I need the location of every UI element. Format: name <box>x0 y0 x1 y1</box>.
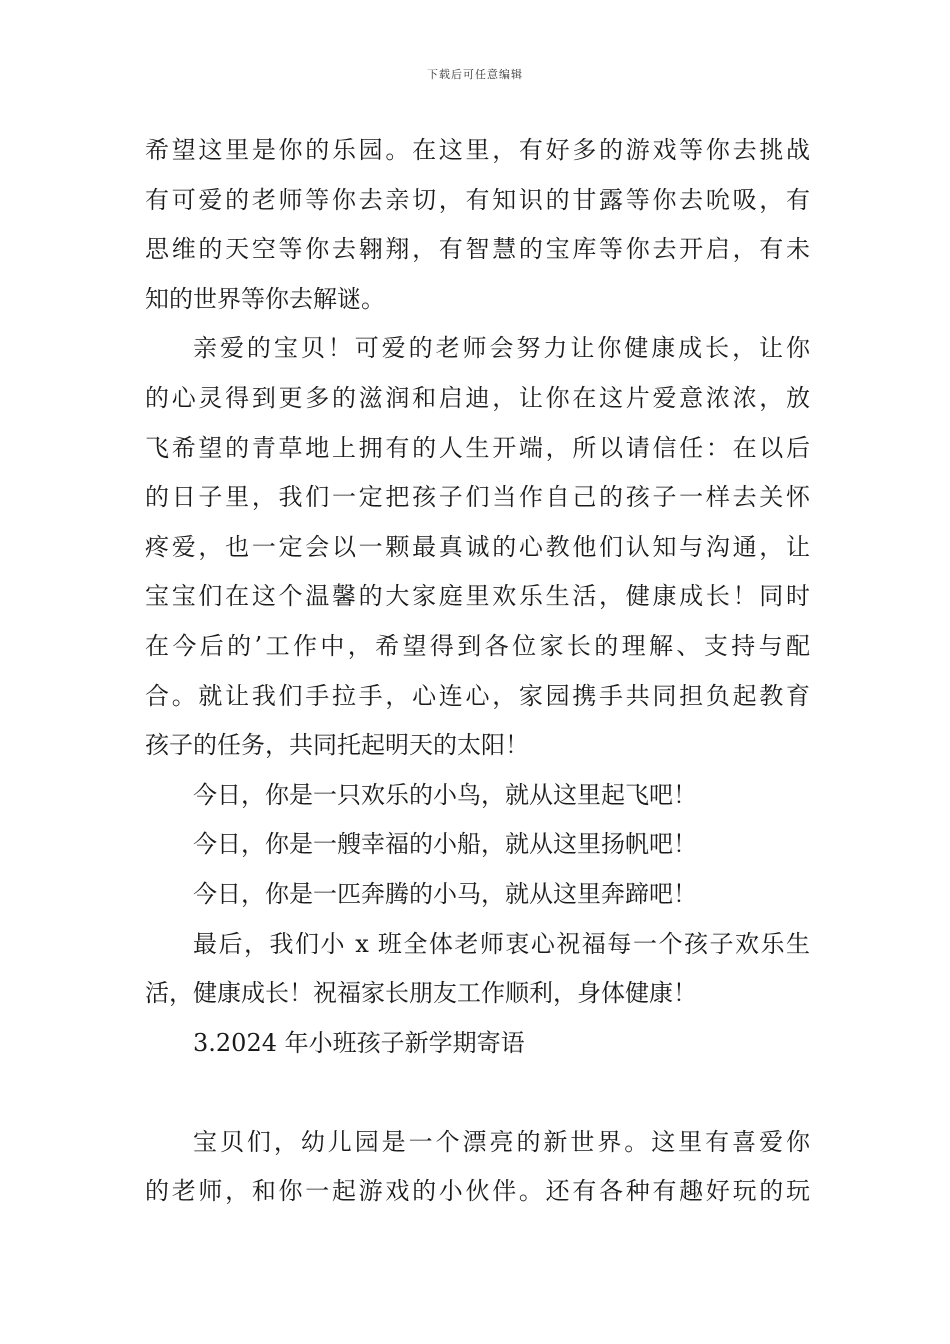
text-line: 孩子的任务，共同托起明天的太阳！ <box>145 731 529 760</box>
text-line: 今日，你是一只欢乐的小鸟，就从这里起飞吧！ <box>193 780 697 809</box>
text-line: 希望这里是你的乐园。在这里，有好多的游戏等你去挑战 <box>145 136 810 164</box>
text-line: 的老师，和你一起游戏的小伙伴。还有各种有趣好玩的玩 <box>145 1177 810 1206</box>
text-line: 在今后的’工作中，希望得到各位家长的理解、支持与配 <box>145 631 810 660</box>
text-line: 思维的天空等你去翱翔，有智慧的宝库等你去开启，有未 <box>145 235 810 264</box>
blank-line <box>145 1068 810 1118</box>
text-line: 宝宝们在这个温馨的大家庭里欢乐生活，健康成长！同时 <box>145 582 810 611</box>
text-line: 的日子里，我们一定把孩子们当作自己的孩子一样去关怀 <box>145 483 810 512</box>
text-line: 今日，你是一匹奔腾的小马，就从这里奔蹄吧！ <box>193 879 697 908</box>
section-heading: 3.2024 年小班孩子新学期寄语 <box>193 1028 525 1057</box>
text-line: 活，健康成长！祝福家长朋友工作顺利，身体健康！ <box>145 979 697 1008</box>
text-line: 最后，我们小 x 班全体老师衷心祝福每一个孩子欢乐生 <box>193 929 810 958</box>
document-body <box>145 126 810 1217</box>
text-line: 宝贝们，幼儿园是一个漂亮的新世界。这里有喜爱你 <box>193 1127 810 1156</box>
text-line: 合。就让我们手拉手，心连心，家园携手共同担负起教育 <box>145 681 810 710</box>
text-line: 的心灵得到更多的滋润和启迪，让你在这片爱意浓浓，放 <box>145 383 810 412</box>
page-header: 下载后可任意编辑 <box>427 68 523 81</box>
text-line: 疼爱，也一定会以一颗最真诚的心教他们认知与沟通，让 <box>145 532 810 561</box>
text-line: 飞希望的青草地上拥有的人生开端，所以请信任：在以后 <box>145 433 810 462</box>
text-line: 今日，你是一艘幸福的小船，就从这里扬帆吧！ <box>193 830 697 859</box>
text-line: 有可爱的老师等你去亲切，有知识的甘露等你去吮吸，有 <box>145 185 810 214</box>
text-line: 知的世界等你去解谜。 <box>145 284 385 313</box>
text-line: 亲爱的宝贝！可爱的老师会努力让你健康成长，让你 <box>193 334 810 363</box>
